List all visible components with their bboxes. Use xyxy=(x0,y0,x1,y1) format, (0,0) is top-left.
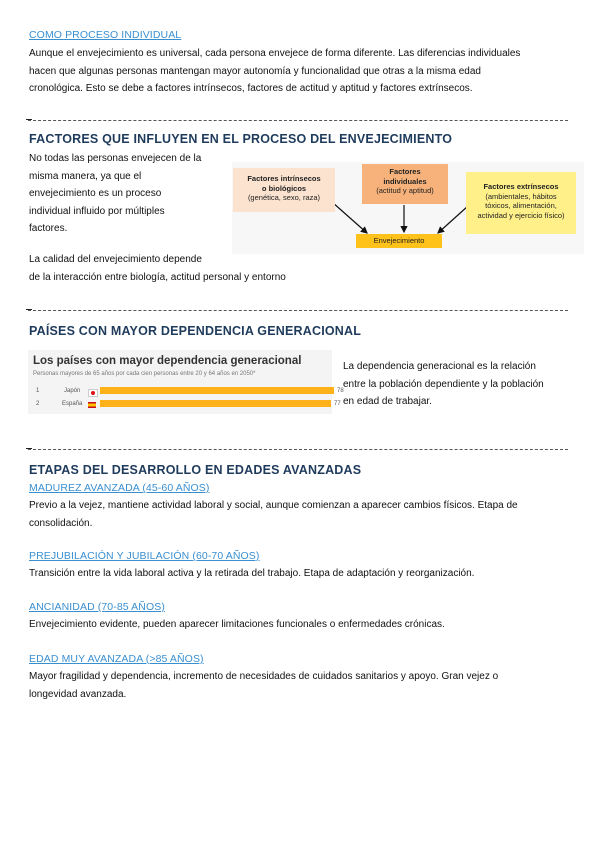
stage-text-madurez xyxy=(29,497,589,532)
extrinsic-factors-box xyxy=(466,172,576,234)
extrinsic-detail-2: tóxicos, alimentación, xyxy=(485,201,557,210)
arrow-extrinsic xyxy=(438,206,468,233)
category-label-japon: Japón xyxy=(64,388,81,394)
text-line: cronológica. Esto se debe a factores intrínsecos, factores de actitud y aptitud y factores extrínsecos. xyxy=(29,83,473,94)
stage-heading-jubilacion[interactable]: PREJUBILACIÓN Y JUBILACIÓN (60-70 AÑOS) xyxy=(29,550,260,562)
stage-text-muy-avanzada xyxy=(29,668,589,703)
intrinsic-title: Factores intrínsecos xyxy=(247,174,321,183)
text-line: Previo a la vejez, mantiene actividad laboral y social, aunque comienzan a aparecer cambios físicos. Etapa de xyxy=(29,500,518,511)
text-line: hacen que algunas personas mantengan mayor autonomía y funcionalidad que otras a la misma edad xyxy=(29,65,481,77)
text-line: de la interacción entre biología, actitud personal y entorno xyxy=(29,271,286,283)
extrinsic-title: Factores extrínsecos xyxy=(483,182,559,191)
chart-title: Los países con mayor dependencia generacional xyxy=(33,355,302,367)
paragraph-dependencia xyxy=(343,358,593,411)
paragraph-factores-bottom xyxy=(29,251,389,286)
arrow-intrinsic xyxy=(332,202,367,233)
individual-detail: (actitud y aptitud) xyxy=(376,186,434,195)
bar-espana xyxy=(100,400,331,407)
stage-text-jubilacion xyxy=(29,565,589,583)
extrinsic-detail-1: (ambientales, hábitos xyxy=(485,191,557,201)
chart-subtitle: Personas mayores de 65 años por cada cien personas entre 20 y 64 años en 2050* xyxy=(33,371,256,377)
text-line: La dependencia generacional es la relación xyxy=(343,361,536,372)
dependency-chart xyxy=(28,350,344,414)
japan-flag-icon xyxy=(88,389,98,397)
text-line: Envejecimiento evidente, pueden aparecer limitaciones funcionales o enfermedades crónicas. xyxy=(29,619,445,630)
rank-label: 2 xyxy=(36,401,40,407)
spain-flag-icon xyxy=(88,402,96,408)
rank-label: 1 xyxy=(36,388,40,394)
intrinsic-factors-box xyxy=(233,168,335,212)
bar-japon xyxy=(100,387,334,394)
category-label-espana: España xyxy=(62,401,83,407)
paragraph-factores-left xyxy=(29,150,229,238)
intrinsic-title-2: o biológicos xyxy=(261,183,307,193)
text-line: longevidad avanzada. xyxy=(29,688,127,700)
text-line: Mayor fragilidad y dependencia, incremento de necesidades de cuidados sanitarios y apoyo. Gran vejez o xyxy=(29,671,499,682)
intrinsic-detail: (genética, sexo, raza) xyxy=(247,193,321,202)
section-divider xyxy=(28,310,568,311)
section-title-etapas: ETAPAS DEL DESARROLLO EN EDADES AVANZADAS xyxy=(29,463,362,477)
individual-title-2: individuales xyxy=(383,176,427,186)
value-label-espana: 77 xyxy=(334,401,341,407)
section-divider xyxy=(28,449,568,450)
section-title-paises: PAÍSES CON MAYOR DEPENDENCIA GENERACIONAL xyxy=(29,324,362,338)
stage-text-ancianidad xyxy=(29,616,589,634)
stage-heading-madurez[interactable]: MADUREZ AVANZADA (45-60 AÑOS) xyxy=(29,482,210,494)
individual-factors-box xyxy=(362,164,448,204)
text-line: Transición entre la vida laboral activa y la retirada del trabajo. Etapa de adaptación y reorganización. xyxy=(29,568,475,579)
text-line: consolidación. xyxy=(29,517,93,529)
text-line: La calidad del envejecimiento depende xyxy=(29,254,202,265)
heading-proceso-individual[interactable]: COMO PROCESO INDIVIDUAL xyxy=(29,29,182,41)
section-divider xyxy=(28,120,568,121)
envejecimiento-box: Envejecimiento xyxy=(356,234,442,248)
extrinsic-detail-3: actividad y ejercicio físico) xyxy=(477,210,565,220)
stage-heading-muy-avanzada[interactable]: EDAD MUY AVANZADA (>85 AÑOS) xyxy=(29,653,204,665)
section-title-factores: FACTORES QUE INFLUYEN EN EL PROCESO DEL ENVEJECIMIENTO xyxy=(29,132,453,146)
text-line: factores. xyxy=(29,223,68,234)
individual-title: Factores xyxy=(389,167,421,176)
text-line: individual influido por múltiples xyxy=(29,205,165,217)
factors-diagram xyxy=(232,162,584,254)
paragraph-proceso-individual xyxy=(29,45,589,98)
stage-heading-ancianidad[interactable]: ANCIANIDAD (70-85 AÑOS) xyxy=(29,601,165,613)
text-line: misma manera, ya que el xyxy=(29,170,142,182)
value-label-japon: 78 xyxy=(337,388,344,394)
text-line: entre la población dependiente y la población xyxy=(343,378,544,390)
text-line: Aunque el envejecimiento es universal, cada persona envejece de forma diferente. Las diferencias individuales xyxy=(29,48,521,59)
text-line: envejecimiento es un proceso xyxy=(29,188,162,199)
text-line: No todas las personas envejecen de la xyxy=(29,153,202,164)
text-line: en edad de trabajar. xyxy=(343,396,432,407)
